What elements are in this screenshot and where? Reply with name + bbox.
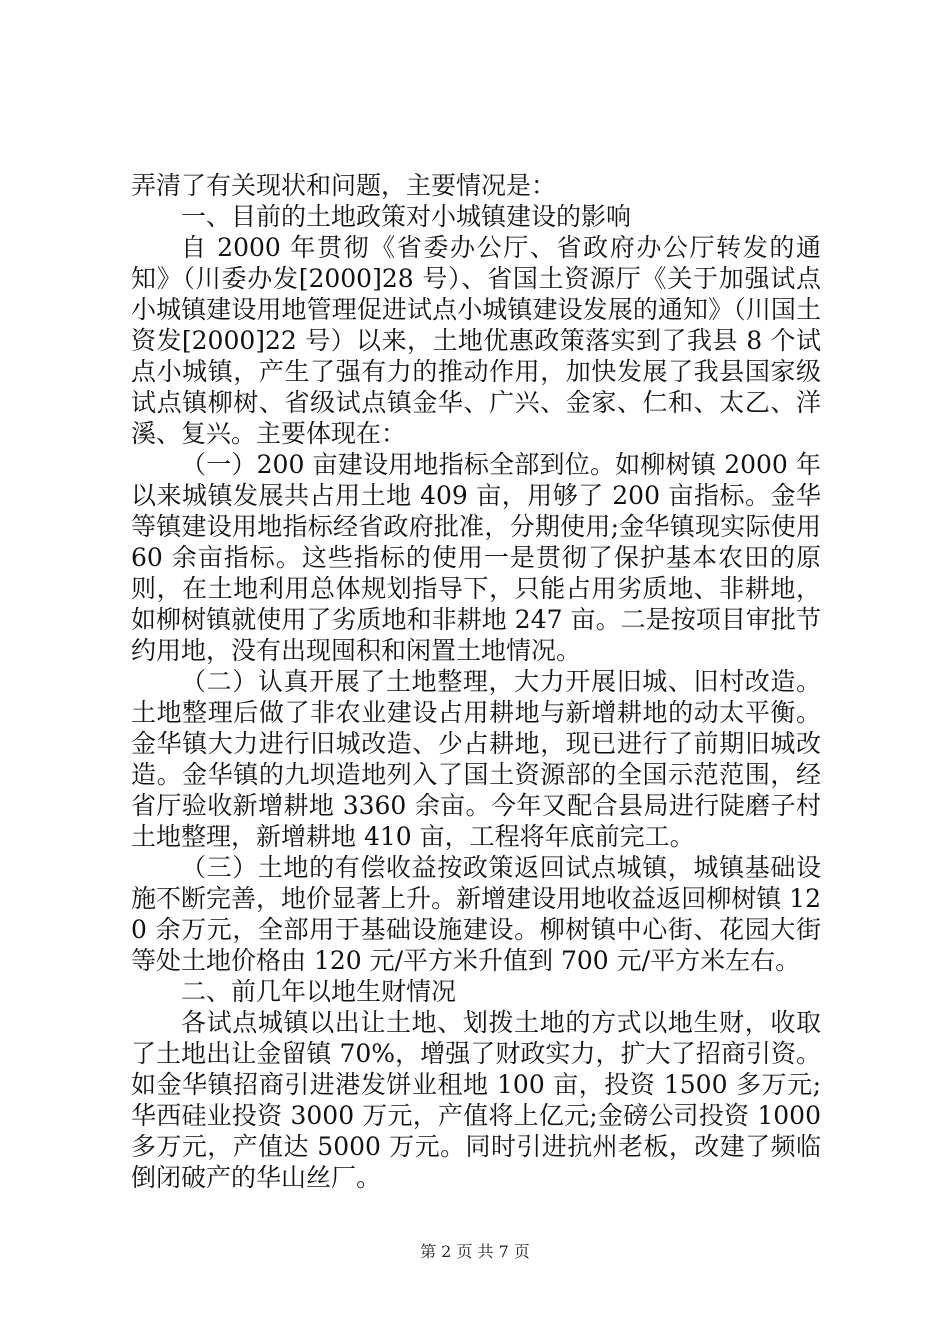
page-number-footer: 第 2 页 共 7 页	[420, 1242, 530, 1261]
paragraph-item-3: （三）土地的有偿收益按政策返回试点城镇，城镇基础设施不断完善，地价显著上升。新增建设用地收益返回柳树镇 120 余万元，全部用于基础设施建设。柳树镇中心街、花园大街等处土地价格由 120 元/平方米升值到 700 元/平方米左右。	[131, 853, 821, 975]
paragraph-land-revenue: 各试点城镇以出让土地、划拨土地的方式以地生财，收取了土地出让金留镇 70%，增强了财政实力，扩大了招商引资。如金华镇招商引进港发饼业租地 100 亩，投资 1500 多万元;华西硅业投资 3000 万元，产值将上亿元;金磅公司投资 1000 多万元，产值达 5000 万元。同时引进抗州老板，改建了频临倒闭破产的华山丝厂。	[131, 1008, 821, 1192]
paragraph-policy-overview: 自 2000 年贯彻《省委办公厅、省政府办公厅转发的通知》（川委办发[2000]28 号）、省国土资源厅《关于加强试点小城镇建设用地管理促进试点小城镇建设发展的通知》（川国土资发[2000]22 号）以来，土地优惠政策落实到了我县 8 个试点小城镇，产生了强有力的推动作用，加快发展了我县国家级试点镇柳树、省级试点镇金华、广兴、金家、仁和、太乙、洋溪、复兴。主要体现在：	[131, 233, 821, 448]
document-body	[131, 170, 821, 1193]
paragraph-item-1: （一）200 亩建设用地指标全部到位。如柳树镇 2000 年以来城镇发展共占用土地 409 亩，用够了 200 亩指标。金华等镇建设用地指标经省政府批准，分期使用;金华镇现实际使用 60 余亩指标。这些指标的使用一是贯彻了保护基本农田的原则，在土地利用总体规划指导下，只能占用劣质地、非耕地，如柳树镇就使用了劣质地和非耕地 247 亩。二是按项目审批节约用地，没有出现囤积和闲置土地情况。	[131, 450, 821, 665]
paragraph-item-2: （二）认真开展了土地整理，大力开展旧城、旧村改造。土地整理后做了非农业建设占用耕地与新增耕地的动太平衡。金华镇大力进行旧城改造、少占耕地，现已进行了前期旧城改造。金华镇的九坝造地列入了国土资源部的全国示范范围，经省厅验收新增耕地 3360 余亩。今年又配合县局进行陡磨子村土地整理，新增耕地 410 亩，工程将年底前完工。	[131, 667, 821, 851]
section-heading-2: 二、前几年以地生财情况	[181, 977, 457, 1006]
section-heading-1: 一、目前的土地政策对小城镇建设的影响	[181, 202, 632, 231]
paragraph-intro: 弄清了有关现状和问题，主要情况是：	[131, 171, 557, 200]
